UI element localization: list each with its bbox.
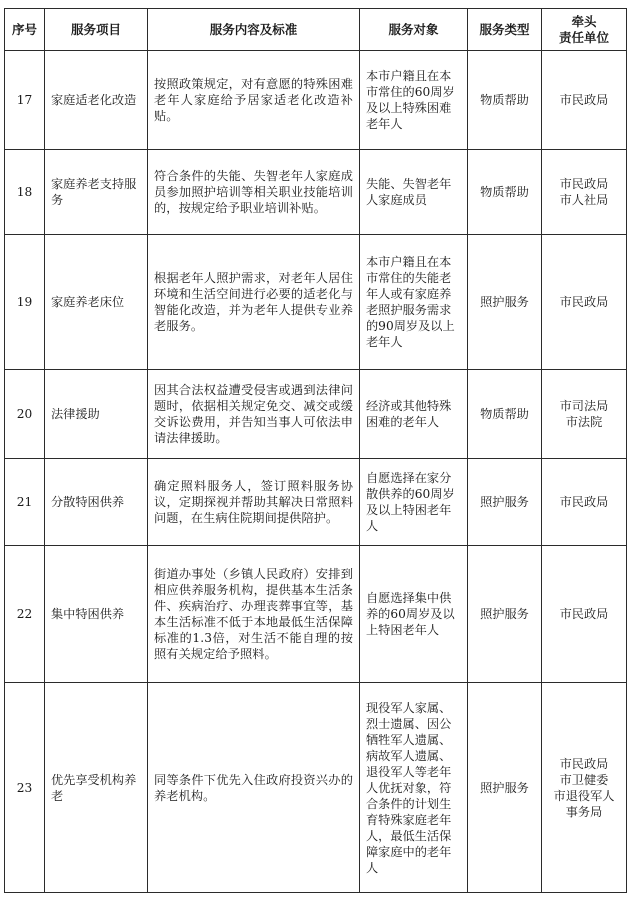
responsible-unit [542,235,627,370]
row-number: 23 [5,683,45,893]
responsible-unit [542,683,627,893]
responsible-unit [542,459,627,546]
responsible-unit-line: 市民政局 [559,756,609,771]
service-type: 照护服务 [468,683,542,893]
service-table [4,8,627,893]
row-number: 20 [5,370,45,459]
row-number: 19 [5,235,45,370]
service-content: 符合条件的失能、失智老年人家庭成员参加照护培训等相关职业技能培训的，按规定给予职业培训补贴。 [148,150,360,235]
service-content: 按照政策规定，对有意愿的特殊困难老年人家庭给予居家适老化改造补贴。 [148,51,360,150]
service-type: 物质帮助 [468,370,542,459]
responsible-unit-line: 市民政局 [559,495,609,509]
row-number: 18 [5,150,45,235]
service-type: 物质帮助 [468,150,542,235]
row-number: 22 [5,546,45,683]
responsible-unit-line: 市民政局 [559,607,609,621]
table-header-row [5,9,627,51]
service-item: 集中特困供养 [45,546,148,683]
service-type: 照护服务 [468,546,542,683]
responsible-unit-line: 市民政局 [559,177,609,191]
service-item: 家庭养老支持服务 [45,150,148,235]
responsible-unit-line: 市法院 [565,415,603,429]
service-item: 法律援助 [45,370,148,459]
service-type: 物质帮助 [468,51,542,150]
header-responsible-line2: 责任单位 [558,29,609,45]
service-target: 自愿选择集中供养的60周岁及以上特困老年人 [360,546,468,683]
service-type: 照护服务 [468,459,542,546]
service-content: 根据老年人照护需求，对老年人居住环境和生活空间进行必要的适老化与智能化改造，并为老年人提供专业养老服务。 [148,235,360,370]
service-item: 家庭养老床位 [45,235,148,370]
responsible-unit-line: 市卫健委 [559,772,609,787]
service-target: 本市户籍且在本市常住的失能老年人或有家庭养老照护服务需求的90周岁及以上老年人 [360,235,468,370]
responsible-unit-line: 市退役军人事务局 [553,788,615,819]
service-type: 照护服务 [468,235,542,370]
header-responsible-line1: 牵头 [571,13,597,29]
header-responsible [542,9,627,51]
header-item: 服务项目 [45,9,148,51]
table-row [5,235,627,370]
responsible-unit [542,546,627,683]
header-type: 服务类型 [468,9,542,51]
service-content: 确定照料服务人，签订照料服务协议，定期探视并帮助其解决日常照料问题，在生病住院期间提供陪护。 [148,459,360,546]
service-target: 本市户籍且在本市常住的60周岁及以上特殊困难老年人 [360,51,468,150]
service-content: 同等条件下优先入住政府投资兴办的养老机构。 [148,683,360,893]
responsible-unit [542,150,627,235]
service-content: 因其合法权益遭受侵害或遇到法律问题时，依据相关规定免交、减交或缓交诉讼费用，并告知当事人可依法申请法律援助。 [148,370,360,459]
service-item: 家庭适老化改造 [45,51,148,150]
responsible-unit-line: 市民政局 [559,93,609,107]
service-content: 街道办事处（乡镇人民政府）安排到相应供养服务机构，提供基本生活条件、疾病治疗、办理丧葬事宜等，基本生活标准不低于本地最低生活保障标准的1.3倍，对生活不能自理的按照有关规定给予照料。 [148,546,360,683]
service-target: 现役军人家属、烈士遗属、因公牺牲军人遗属、病故军人遗属、退役军人等老年人优抚对象，符合条件的计划生育特殊家庭老年人，最低生活保障家庭中的老年人 [360,683,468,893]
responsible-unit-line: 市司法局 [559,399,609,413]
table-row [5,150,627,235]
row-number: 17 [5,51,45,150]
table-row [5,370,627,459]
service-item: 优先享受机构养老 [45,683,148,893]
table-row [5,683,627,893]
header-target: 服务对象 [360,9,468,51]
row-number: 21 [5,459,45,546]
responsible-unit [542,370,627,459]
responsible-unit-line: 市人社局 [559,193,609,207]
responsible-unit [542,51,627,150]
header-no: 序号 [5,9,45,51]
table-row [5,546,627,683]
header-content: 服务内容及标准 [148,9,360,51]
service-item: 分散特困供养 [45,459,148,546]
service-target: 自愿选择在家分散供养的60周岁及以上特困老年人 [360,459,468,546]
responsible-unit-line: 市民政局 [559,295,609,309]
table-row [5,459,627,546]
table-row [5,51,627,150]
service-target: 经济或其他特殊困难的老年人 [360,370,468,459]
service-target: 失能、失智老年人家庭成员 [360,150,468,235]
